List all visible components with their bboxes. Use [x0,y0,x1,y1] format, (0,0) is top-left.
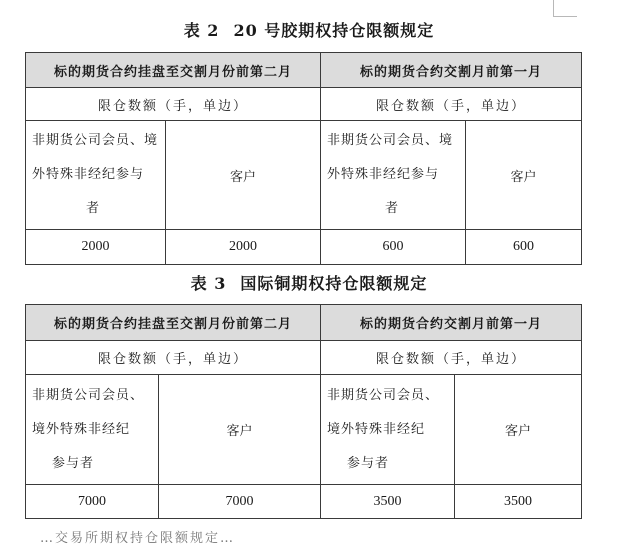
table-2-member-cell-right [321,121,466,230]
member-label-line: 者 [86,201,101,216]
table-3-values-row [26,485,582,519]
table-3-caption [0,273,618,295]
table-3-client-cell-right: 客户 [455,375,582,485]
table-3 [25,304,582,519]
member-label-line: 外特殊非经纪参与 [327,167,440,182]
table-3-label: 表 3 [190,274,227,293]
table-3-category-row [26,375,582,485]
table-2-category-row [26,121,582,230]
table-3-value: 3500 [455,485,582,519]
table-3-header-row [26,305,582,341]
cut-off-paragraph-text: …交易所期权持仓限额规定… [40,531,236,546]
member-label-line: 非期货公司会员、 [32,387,145,403]
member-label-line: 参与者 [347,455,390,471]
table-2-unit-right: 限仓数额（手，单边） [321,88,582,121]
page-corner-mark [553,0,577,17]
table-3-member-cell-right [321,375,455,485]
table-2 [25,52,582,265]
table-3-value: 7000 [159,485,321,519]
table-3-member-cell-left [26,375,159,485]
table-3-value: 3500 [321,485,455,519]
member-label-line: 参与者 [52,455,95,471]
member-label-line: 境外特殊非经纪 [32,421,131,437]
table-2-client-cell-left: 客户 [166,121,321,230]
table-2-values-row [26,230,582,265]
table-2-member-cell-left [26,121,166,230]
table-3-unit-row [26,341,582,375]
table-2-value: 600 [321,230,466,265]
table-2-col-left-header: 标的期货合约挂盘至交割月份前第二月 [26,53,321,88]
table-3-title: 国际铜期权持仓限额规定 [240,274,428,293]
table-3-client-cell-left: 客户 [159,375,321,485]
member-label-line: 非期货公司会员、境 [327,133,454,148]
table-2-client-cell-right: 客户 [466,121,582,230]
member-label-line: 者 [385,201,400,216]
table-2-value: 2000 [26,230,166,265]
table-2-value: 2000 [166,230,321,265]
table-2-value: 600 [466,230,582,265]
member-label-line: 非期货公司会员、 [327,387,440,403]
table-3-unit-left: 限仓数额（手，单边） [26,341,321,375]
table-2-caption [0,20,618,42]
table-3-value: 7000 [26,485,159,519]
table-2-unit-left: 限仓数额（手，单边） [26,88,321,121]
table-2-title: 20 号胶期权持仓限额规定 [233,21,435,40]
table-2-label: 表 2 [183,21,220,40]
table-3-unit-right: 限仓数额（手，单边） [321,341,582,375]
table-2-header-row [26,53,582,88]
table-3-col-right-header: 标的期货合约交割月前第一月 [321,305,582,341]
member-label-line: 非期货公司会员、境 [32,133,159,148]
member-label-line: 境外特殊非经纪 [327,421,426,437]
table-2-col-right-header: 标的期货合约交割月前第一月 [321,53,582,88]
table-2-unit-row [26,88,582,121]
member-label-line: 外特殊非经纪参与 [32,167,145,182]
table-3-col-left-header: 标的期货合约挂盘至交割月份前第二月 [26,305,321,341]
